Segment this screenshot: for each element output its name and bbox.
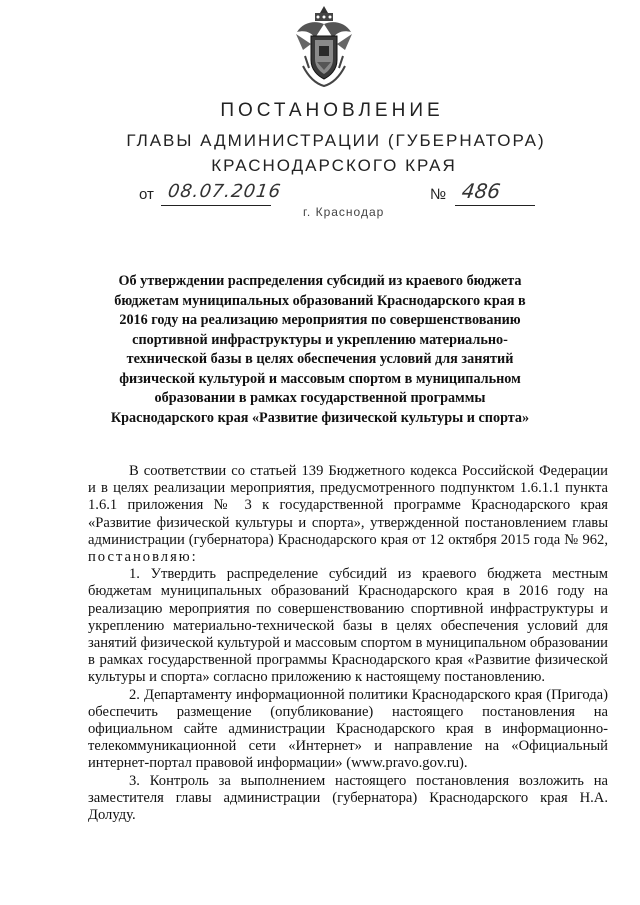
number-underline — [455, 205, 535, 206]
date-underline — [161, 205, 271, 206]
document-type-heading: ПОСТАНОВЛЕНИЕ — [220, 100, 444, 121]
intro-text: В соответствии со статьей 139 Бюджетного кодекса Российской Федерации и в целях реализации мероприятия, предусмотренного подпунктом 1.6.1.1 пункта 1.6.1 приложения № 3 к государственной программе Краснодарского края «Развитие физической культуры и спорта», утвержденной постановлением главы администрации (губернатора) Краснодарского края от 12 октября 2015 года № 962, — [88, 463, 608, 548]
document-title: Об утверждении распределения субсидий из краевого бюджета бюджетам муниципальных образований Краснодарского края в 2016 году на реализацию мероприятия по совершенствованию спортивной инфраструктуры и укреплению материально-технической базы в целях обеспечения условий для занятий физической культурой и массовым спортом в муниципальном образовании в рамках государственной программы Краснодарского края «Развитие физической культуры и спорта» — [110, 273, 530, 426]
date-label: от — [139, 186, 154, 203]
coat-of-arms-icon — [293, 4, 355, 88]
document-body — [88, 463, 608, 824]
number-value: 486 — [460, 179, 502, 203]
issuer-heading: ГЛАВЫ АДМИНИСТРАЦИИ (ГУБЕРНАТОРА) — [126, 131, 546, 150]
city-label: г. Краснодар — [303, 205, 385, 219]
region-heading: КРАСНОДАРСКОГО КРАЯ — [211, 156, 457, 175]
item-1-paragraph: 1. Утвердить распределение субсидий из краевого бюджета местным бюджетам муниципальных образований Краснодарского края в 2016 году на реализацию мероприятия по совершенствованию спортивной инфраструктуры и укреплению материально-технической базы в целях обеспечения условий для занятий физической культурой и массовым спортом в муниципальном образовании в рамках государственной программы Краснодарского края «Развитие физической культуры и спорта» согласно приложению к настоящему постановлению. — [88, 566, 608, 686]
item-3-paragraph: 3. Контроль за выполнением настоящего постановления возложить на заместителя главы администрации (губернатора) Краснодарского края Н.А. Долуду. — [88, 772, 608, 824]
item-2-paragraph: 2. Департаменту информационной политики Краснодарского края (Пригода) обеспечить размещение (опубликование) настоящего постановления на официальном сайте администрации Краснодарского края в информационно-телекоммуникационной сети «Интернет» и направление на «Официальный интернет-портал правовой информации» (www.pravo.gov.ru). — [88, 686, 608, 772]
decree-word: постановляю: — [88, 549, 198, 566]
number-label: № — [430, 186, 447, 203]
intro-paragraph — [88, 463, 608, 566]
date-value: 08.07.2016 — [166, 181, 283, 202]
